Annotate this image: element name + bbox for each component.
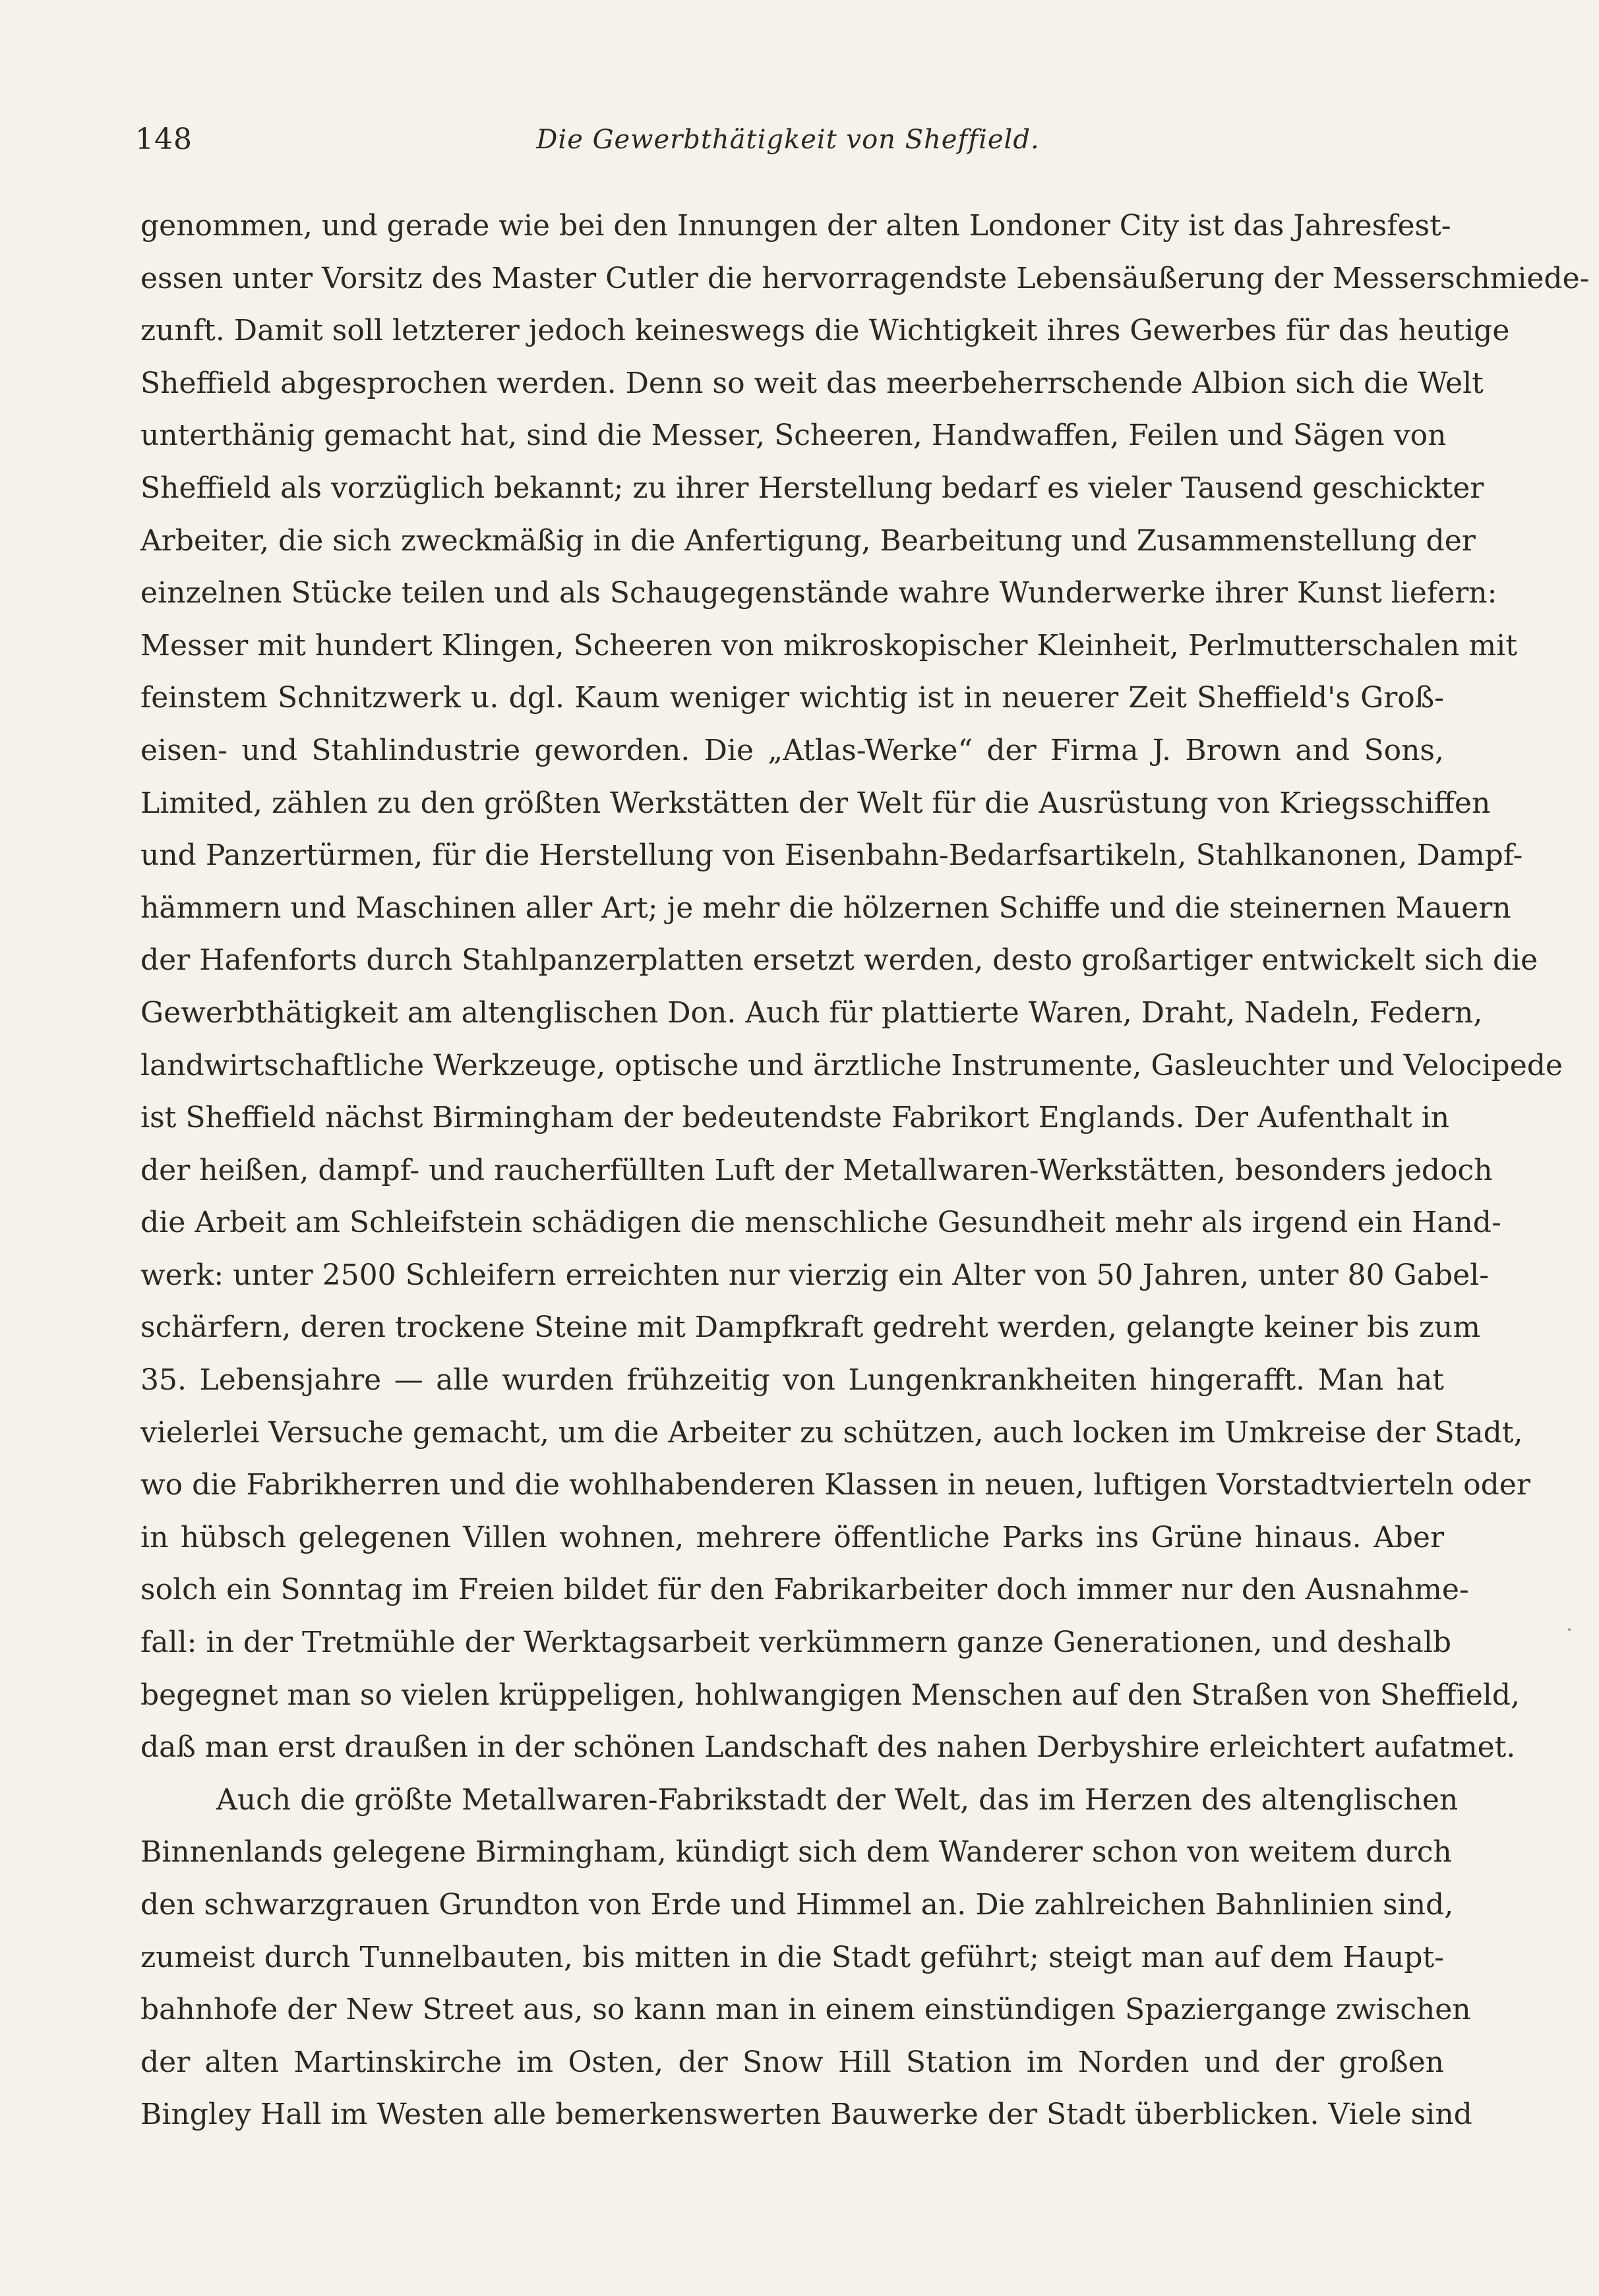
text-line: feinstem Schnitzwerk u. dgl. Kaum weniger wichtig ist in neuerer Zeit Sheffield's Groß- [140,681,1444,715]
text-line: eisen- und Stahlindustrie geworden. Die „Atlas-Werke“ der Firma J. Brown and Sons, [140,733,1444,767]
text-line: zunft. Damit soll letzterer jedoch keineswegs die Wichtigkeit ihres Gewerbes für das heutige [140,314,1510,348]
text-line: wo die Fabrikherren und die wohlhabenderen Klassen in neuen, luftigen Vorstadtvierteln oder [140,1468,1530,1502]
body-text [140,200,1590,2141]
text-line: bahnhofe der New Street aus, so kann man in einem einstündigen Spaziergange zwischen [140,1993,1471,2027]
text-line: Messer mit hundert Klingen, Scheeren von mikroskopischer Kleinheit, Perlmutterschalen mit [140,628,1517,662]
text-line: Sheffield als vorzüglich bekannt; zu ihrer Herstellung bedarf es vieler Tausend geschickter [140,471,1484,505]
text-line: 35. Lebensjahre — alle wurden frühzeitig von Lungenkrankheiten hingerafft. Man hat [140,1363,1444,1398]
text-line: genommen, und gerade wie bei den Innungen der alten Londoner City ist das Jahresfest- [140,209,1451,243]
paper-speck [1568,1628,1571,1631]
text-line: werk: unter 2500 Schleifern erreichten nur vierzig ein Alter von 50 Jahren, unter 80 Gabel- [140,1258,1490,1292]
text-line: vielerlei Versuche gemacht, um die Arbeiter zu schützen, auch locken im Umkreise der Stadt, [140,1415,1523,1450]
text-line: daß man erst draußen in der schönen Landschaft des nahen Derbyshire erleichtert aufatmet. [140,1730,1516,1765]
page-header [132,120,1444,166]
paragraph-1 [140,200,1590,1774]
text-line: hämmern und Maschinen aller Art; je mehr die hölzernen Schiffe und die steinernen Mauern [140,891,1511,925]
text-line: der heißen, dampf- und raucherfüllten Luft der Metallwaren-Werkstätten, besonders jedoch [140,1153,1493,1187]
text-line: Gewerbthätigkeit am altenglischen Don. Auch für plattierte Waren, Draht, Nadeln, Federn, [140,995,1483,1030]
text-line: Auch die größte Metallwaren-Fabrikstadt der Welt, das im Herzen des altenglischen [216,1782,1459,1817]
running-title: Die Gewerbthätigkeit von Sheffield. [536,125,1040,155]
text-line: die Arbeit am Schleifstein schädigen die menschliche Gesundheit mehr als irgend ein Hand- [140,1206,1501,1240]
text-line: zumeist durch Tunnelbauten, bis mitten in die Stadt geführt; steigt man auf dem Haupt- [140,1940,1444,1974]
text-line: Sheffield abgesprochen werden. Denn so weit das meerbeherrschende Albion sich die Welt [140,366,1484,400]
text-line: einzelnen Stücke teilen und als Schaugegenstände wahre Wunderwerke ihrer Kunst liefern: [140,576,1497,610]
text-line: schärfern, deren trockene Steine mit Dampfkraft gedreht werden, gelangte keiner bis zum [140,1310,1480,1345]
text-line: in hübsch gelegenen Villen wohnen, mehrere öffentliche Parks ins Grüne hinaus. Aber [140,1520,1444,1554]
text-line: landwirtschaftliche Werkzeuge, optische und ärztliche Instrumente, Gasleuchter und Velocipede [140,1048,1563,1082]
text-line: den schwarzgrauen Grundton von Erde und Himmel an. Die zahlreichen Bahnlinien sind, [140,1888,1454,1922]
text-line: begegnet man so vielen krüppeligen, hohlwangigen Menschen auf den Straßen von Sheffield, [140,1678,1521,1712]
text-line: Bingley Hall im Westen alle bemerkenswerten Bauwerke der Stadt überblicken. Viele sind [140,2098,1472,2132]
paragraph-2 [140,1774,1472,2141]
page-number: 148 [135,123,193,156]
text-line: Binnenlands gelegene Birmingham, kündigt sich dem Wanderer schon von weitem durch [140,1835,1452,1869]
text-line: der alten Martinskirche im Osten, der Snow Hill Station im Norden und der großen [140,2045,1444,2079]
text-line: Arbeiter, die sich zweckmäßig in die Anfertigung, Bearbeitung und Zusammenstellung der [140,523,1476,558]
text-line: unterthänig gemacht hat, sind die Messer, Scheeren, Handwaffen, Feilen und Sägen von [140,419,1447,453]
text-line: ist Sheffield nächst Birmingham der bedeutendste Fabrikort Englands. Der Aufenthalt in [140,1101,1450,1135]
text-line: fall: in der Tretmühle der Werktagsarbeit verkümmern ganze Generationen, und deshalb [140,1626,1452,1660]
text-line: essen unter Vorsitz des Master Cutler die hervorragendste Lebensäußerung der Messerschmiede- [140,261,1590,295]
text-line: Limited, zählen zu den größten Werkstätten der Welt für die Ausrüstung von Kriegsschiffen [140,786,1491,820]
text-line: solch ein Sonntag im Freien bildet für den Fabrikarbeiter doch immer nur den Ausnahme- [140,1573,1469,1607]
text-line: der Hafenforts durch Stahlpanzerplatten ersetzt werden, desto großartiger entwickelt sich die [140,943,1538,978]
text-line: und Panzertürmen, für die Herstellung von Eisenbahn-Bedarfsartikeln, Stahlkanonen, Dampf- [140,839,1523,873]
